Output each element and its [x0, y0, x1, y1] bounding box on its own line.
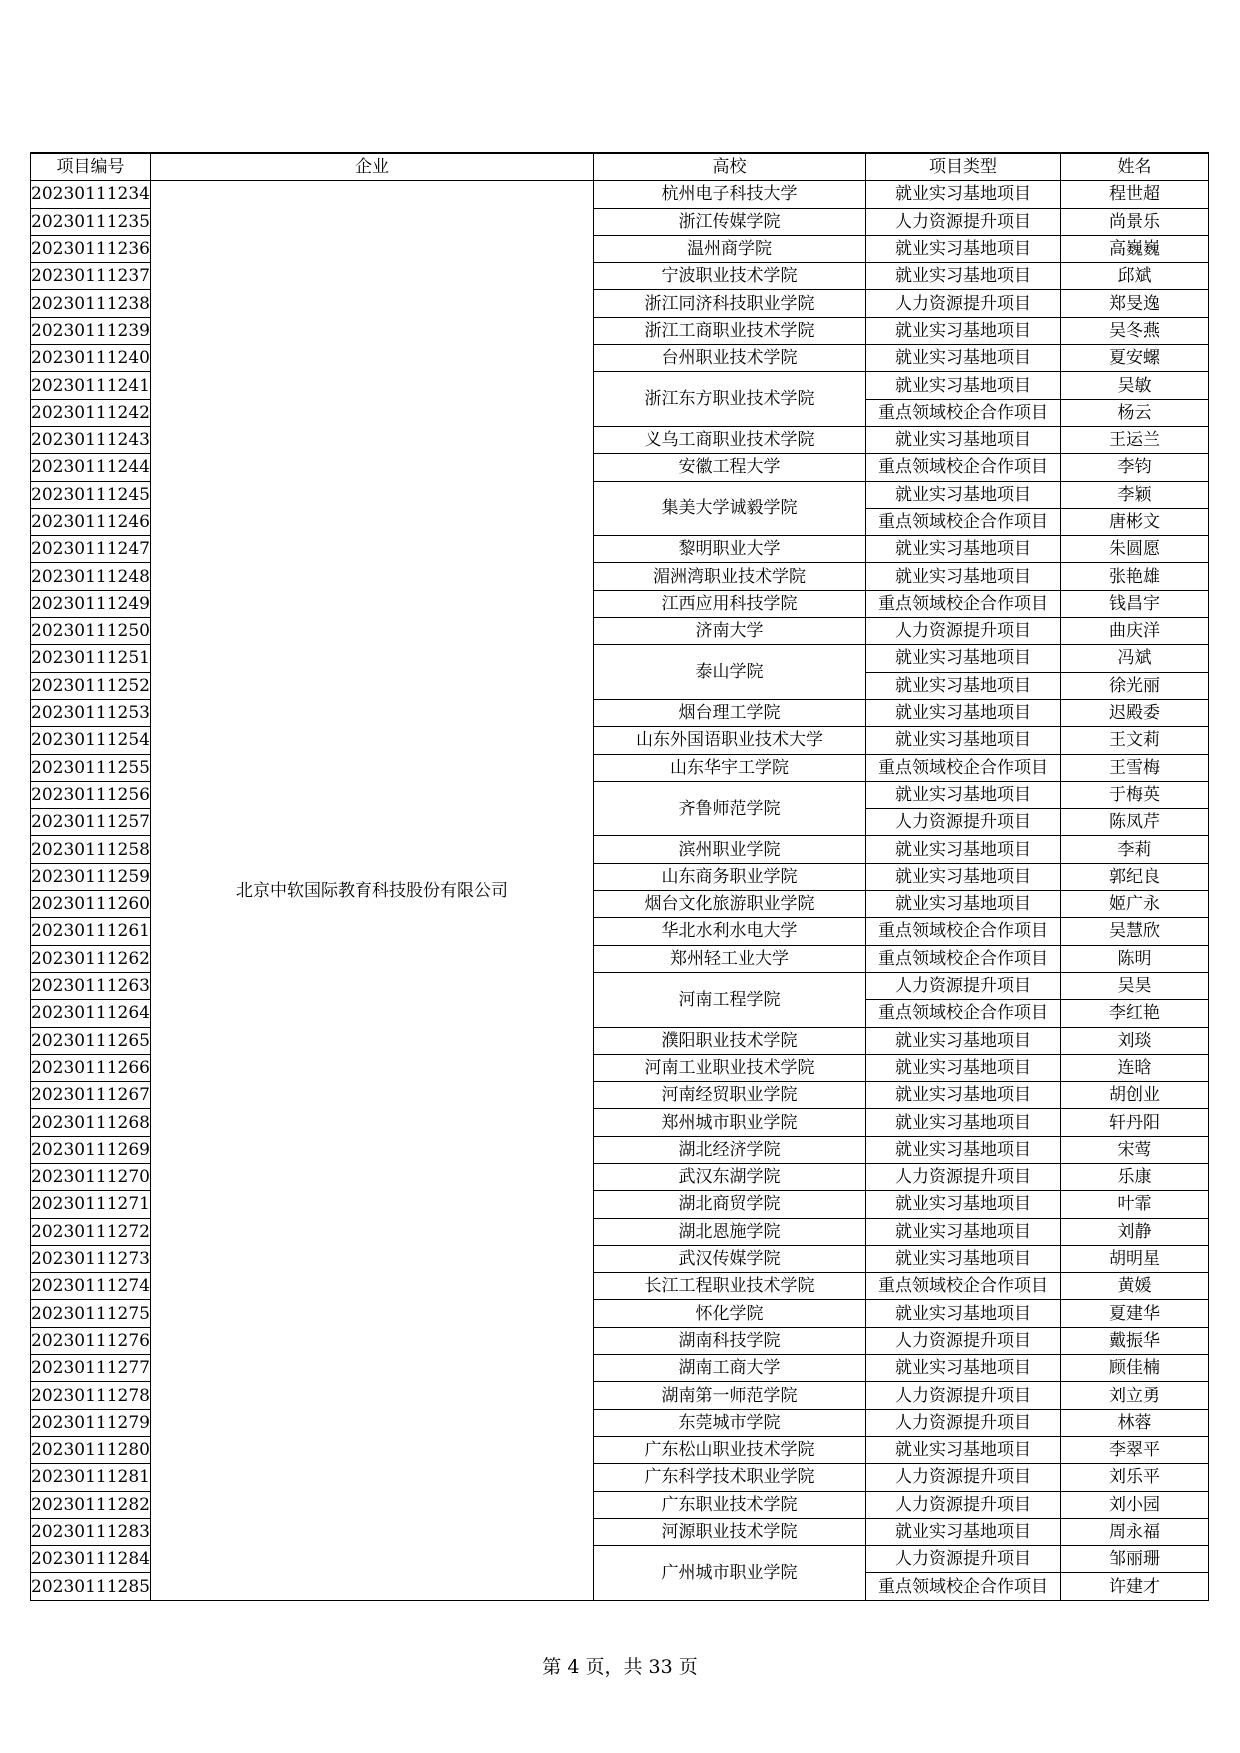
project-type-cell: 就业实习基地项目 — [865, 317, 1060, 344]
project-id-cell: 20230111234 — [31, 181, 151, 208]
person-name-cell: 程世超 — [1060, 181, 1208, 208]
person-name-cell: 曲庆洋 — [1060, 618, 1208, 645]
project-type-cell: 重点领域校企合作项目 — [865, 754, 1060, 781]
project-id-cell: 20230111284 — [31, 1546, 151, 1573]
project-id-cell: 20230111258 — [31, 836, 151, 863]
person-name-cell: 唐彬文 — [1060, 508, 1208, 535]
project-type-cell: 就业实习基地项目 — [865, 263, 1060, 290]
project-id-cell: 20230111237 — [31, 263, 151, 290]
project-type-cell: 就业实习基地项目 — [865, 836, 1060, 863]
school-cell: 湖北商贸学院 — [593, 1191, 865, 1218]
project-id-cell: 20230111236 — [31, 235, 151, 262]
project-type-cell: 人力资源提升项目 — [865, 208, 1060, 235]
person-name-cell: 徐光丽 — [1060, 672, 1208, 699]
person-name-cell: 李红艳 — [1060, 1000, 1208, 1027]
person-name-cell: 于梅英 — [1060, 781, 1208, 808]
project-id-cell: 20230111272 — [31, 1218, 151, 1245]
person-name-cell: 刘静 — [1060, 1218, 1208, 1245]
project-table — [30, 152, 1209, 1601]
project-type-cell: 就业实习基地项目 — [865, 1054, 1060, 1081]
person-name-cell: 王雪梅 — [1060, 754, 1208, 781]
project-id-cell: 20230111283 — [31, 1518, 151, 1545]
person-name-cell: 王文莉 — [1060, 727, 1208, 754]
project-id-cell: 20230111251 — [31, 645, 151, 672]
person-name-cell: 叶霏 — [1060, 1191, 1208, 1218]
project-type-cell: 就业实习基地项目 — [865, 372, 1060, 399]
project-type-cell: 人力资源提升项目 — [865, 290, 1060, 317]
school-cell: 齐鲁师范学院 — [593, 781, 865, 836]
project-id-cell: 20230111264 — [31, 1000, 151, 1027]
project-id-cell: 20230111252 — [31, 672, 151, 699]
header-name: 姓名 — [1060, 153, 1208, 181]
person-name-cell: 黄媛 — [1060, 1273, 1208, 1300]
person-name-cell: 陈凤芹 — [1060, 809, 1208, 836]
project-type-cell: 就业实习基地项目 — [865, 563, 1060, 590]
project-type-cell: 就业实习基地项目 — [865, 1136, 1060, 1163]
person-name-cell: 迟殿委 — [1060, 699, 1208, 726]
school-cell: 武汉东湖学院 — [593, 1163, 865, 1190]
person-name-cell: 夏建华 — [1060, 1300, 1208, 1327]
person-name-cell: 王运兰 — [1060, 426, 1208, 453]
school-cell: 长江工程职业技术学院 — [593, 1273, 865, 1300]
person-name-cell: 朱圆愿 — [1060, 536, 1208, 563]
person-name-cell: 尚景乐 — [1060, 208, 1208, 235]
person-name-cell: 连晗 — [1060, 1054, 1208, 1081]
school-cell: 怀化学院 — [593, 1300, 865, 1327]
person-name-cell: 钱昌宇 — [1060, 590, 1208, 617]
school-cell: 山东商务职业学院 — [593, 863, 865, 890]
project-type-cell: 就业实习基地项目 — [865, 1082, 1060, 1109]
person-name-cell: 胡明星 — [1060, 1245, 1208, 1272]
project-id-cell: 20230111248 — [31, 563, 151, 590]
project-id-cell: 20230111278 — [31, 1382, 151, 1409]
project-id-cell: 20230111256 — [31, 781, 151, 808]
school-cell: 烟台理工学院 — [593, 699, 865, 726]
school-cell: 泰山学院 — [593, 645, 865, 700]
project-id-cell: 20230111263 — [31, 972, 151, 999]
page-footer: 第 4 页，共 33 页 — [542, 1656, 698, 1678]
person-name-cell: 李翠平 — [1060, 1436, 1208, 1463]
school-cell: 湖南第一师范学院 — [593, 1382, 865, 1409]
project-id-cell: 20230111253 — [31, 699, 151, 726]
person-name-cell: 张艳雄 — [1060, 563, 1208, 590]
person-name-cell: 吴冬燕 — [1060, 317, 1208, 344]
project-type-cell: 就业实习基地项目 — [865, 1218, 1060, 1245]
project-type-cell: 就业实习基地项目 — [865, 699, 1060, 726]
header-school: 高校 — [593, 153, 865, 181]
header-project-type: 项目类型 — [865, 153, 1060, 181]
project-id-cell: 20230111240 — [31, 345, 151, 372]
school-cell: 山东华宇工学院 — [593, 754, 865, 781]
school-cell: 华北水利水电大学 — [593, 918, 865, 945]
project-type-cell: 就业实习基地项目 — [865, 891, 1060, 918]
person-name-cell: 陈明 — [1060, 945, 1208, 972]
project-id-cell: 20230111270 — [31, 1163, 151, 1190]
school-cell: 河源职业技术学院 — [593, 1518, 865, 1545]
project-type-cell: 就业实习基地项目 — [865, 672, 1060, 699]
person-name-cell: 刘小园 — [1060, 1491, 1208, 1518]
project-type-cell: 就业实习基地项目 — [865, 1355, 1060, 1382]
person-name-cell: 邱斌 — [1060, 263, 1208, 290]
project-type-cell: 就业实习基地项目 — [865, 645, 1060, 672]
project-id-cell: 20230111265 — [31, 1027, 151, 1054]
project-id-cell: 20230111261 — [31, 918, 151, 945]
school-cell: 温州商学院 — [593, 235, 865, 262]
project-id-cell: 20230111241 — [31, 372, 151, 399]
school-cell: 河南经贸职业学院 — [593, 1082, 865, 1109]
school-cell: 湄洲湾职业技术学院 — [593, 563, 865, 590]
project-type-cell: 就业实习基地项目 — [865, 1518, 1060, 1545]
project-type-cell: 就业实习基地项目 — [865, 727, 1060, 754]
project-id-cell: 20230111254 — [31, 727, 151, 754]
project-id-cell: 20230111276 — [31, 1327, 151, 1354]
project-type-cell: 人力资源提升项目 — [865, 809, 1060, 836]
school-cell: 广东职业技术学院 — [593, 1491, 865, 1518]
project-id-cell: 20230111281 — [31, 1464, 151, 1491]
project-id-cell: 20230111269 — [31, 1136, 151, 1163]
project-id-cell: 20230111266 — [31, 1054, 151, 1081]
school-cell: 安徽工程大学 — [593, 454, 865, 481]
project-id-cell: 20230111242 — [31, 399, 151, 426]
project-type-cell: 人力资源提升项目 — [865, 1464, 1060, 1491]
project-type-cell: 就业实习基地项目 — [865, 1436, 1060, 1463]
person-name-cell: 吴慧欣 — [1060, 918, 1208, 945]
school-cell: 湖北恩施学院 — [593, 1218, 865, 1245]
school-cell: 广东松山职业技术学院 — [593, 1436, 865, 1463]
project-id-cell: 20230111259 — [31, 863, 151, 890]
project-type-cell: 重点领域校企合作项目 — [865, 918, 1060, 945]
project-type-cell: 就业实习基地项目 — [865, 481, 1060, 508]
school-cell: 浙江工商职业技术学院 — [593, 317, 865, 344]
project-id-cell: 20230111285 — [31, 1573, 151, 1600]
project-type-cell: 就业实习基地项目 — [865, 536, 1060, 563]
project-id-cell: 20230111271 — [31, 1191, 151, 1218]
person-name-cell: 夏安螺 — [1060, 345, 1208, 372]
school-cell: 烟台文化旅游职业学院 — [593, 891, 865, 918]
person-name-cell: 轩丹阳 — [1060, 1109, 1208, 1136]
school-cell: 台州职业技术学院 — [593, 345, 865, 372]
person-name-cell: 邹丽珊 — [1060, 1546, 1208, 1573]
project-type-cell: 重点领域校企合作项目 — [865, 1000, 1060, 1027]
school-cell: 黎明职业大学 — [593, 536, 865, 563]
school-cell: 河南工程学院 — [593, 972, 865, 1027]
person-name-cell: 刘乐平 — [1060, 1464, 1208, 1491]
project-type-cell: 重点领域校企合作项目 — [865, 508, 1060, 535]
project-type-cell: 就业实习基地项目 — [865, 426, 1060, 453]
person-name-cell: 吴昊 — [1060, 972, 1208, 999]
school-cell: 湖南工商大学 — [593, 1355, 865, 1382]
project-id-cell: 20230111277 — [31, 1355, 151, 1382]
school-cell: 济南大学 — [593, 618, 865, 645]
project-id-cell: 20230111279 — [31, 1409, 151, 1436]
person-name-cell: 乐康 — [1060, 1163, 1208, 1190]
project-id-cell: 20230111262 — [31, 945, 151, 972]
school-cell: 浙江同济科技职业学院 — [593, 290, 865, 317]
project-id-cell: 20230111260 — [31, 891, 151, 918]
project-id-cell: 20230111244 — [31, 454, 151, 481]
table-header-row — [31, 153, 1209, 181]
school-cell: 湖北经济学院 — [593, 1136, 865, 1163]
project-id-cell: 20230111257 — [31, 809, 151, 836]
project-type-cell: 人力资源提升项目 — [865, 972, 1060, 999]
school-cell: 江西应用科技学院 — [593, 590, 865, 617]
project-type-cell: 重点领域校企合作项目 — [865, 945, 1060, 972]
school-cell: 集美大学诚毅学院 — [593, 481, 865, 536]
school-cell: 武汉传媒学院 — [593, 1245, 865, 1272]
school-cell: 义乌工商职业技术学院 — [593, 426, 865, 453]
header-project-id: 项目编号 — [31, 153, 151, 181]
person-name-cell: 郑旻逸 — [1060, 290, 1208, 317]
project-type-cell: 就业实习基地项目 — [865, 863, 1060, 890]
project-type-cell: 重点领域校企合作项目 — [865, 454, 1060, 481]
person-name-cell: 李钧 — [1060, 454, 1208, 481]
project-id-cell: 20230111247 — [31, 536, 151, 563]
person-name-cell: 刘立勇 — [1060, 1382, 1208, 1409]
person-name-cell: 冯斌 — [1060, 645, 1208, 672]
person-name-cell: 李莉 — [1060, 836, 1208, 863]
project-type-cell: 就业实习基地项目 — [865, 1245, 1060, 1272]
project-type-cell: 人力资源提升项目 — [865, 1163, 1060, 1190]
person-name-cell: 周永福 — [1060, 1518, 1208, 1545]
project-type-cell: 人力资源提升项目 — [865, 618, 1060, 645]
project-id-cell: 20230111275 — [31, 1300, 151, 1327]
school-cell: 广州城市职业学院 — [593, 1546, 865, 1601]
project-id-cell: 20230111273 — [31, 1245, 151, 1272]
table-row — [31, 181, 1209, 208]
project-id-cell: 20230111255 — [31, 754, 151, 781]
school-cell: 浙江东方职业技术学院 — [593, 372, 865, 427]
school-cell: 浙江传媒学院 — [593, 208, 865, 235]
project-id-cell: 20230111239 — [31, 317, 151, 344]
project-id-cell: 20230111250 — [31, 618, 151, 645]
school-cell: 河南工业职业技术学院 — [593, 1054, 865, 1081]
project-type-cell: 人力资源提升项目 — [865, 1409, 1060, 1436]
person-name-cell: 胡创业 — [1060, 1082, 1208, 1109]
company-cell: 北京中软国际教育科技股份有限公司 — [150, 181, 593, 1600]
person-name-cell: 李颖 — [1060, 481, 1208, 508]
person-name-cell: 姬广永 — [1060, 891, 1208, 918]
school-cell: 宁波职业技术学院 — [593, 263, 865, 290]
person-name-cell: 戴振华 — [1060, 1327, 1208, 1354]
project-type-cell: 人力资源提升项目 — [865, 1327, 1060, 1354]
school-cell: 郑州轻工业大学 — [593, 945, 865, 972]
project-type-cell: 就业实习基地项目 — [865, 1109, 1060, 1136]
person-name-cell: 顾佳楠 — [1060, 1355, 1208, 1382]
project-id-cell: 20230111246 — [31, 508, 151, 535]
project-id-cell: 20230111235 — [31, 208, 151, 235]
project-type-cell: 重点领域校企合作项目 — [865, 1273, 1060, 1300]
project-id-cell: 20230111245 — [31, 481, 151, 508]
person-name-cell: 许建才 — [1060, 1573, 1208, 1600]
project-id-cell: 20230111268 — [31, 1109, 151, 1136]
person-name-cell: 林蓉 — [1060, 1409, 1208, 1436]
project-type-cell: 重点领域校企合作项目 — [865, 590, 1060, 617]
school-cell: 濮阳职业技术学院 — [593, 1027, 865, 1054]
school-cell: 杭州电子科技大学 — [593, 181, 865, 208]
project-type-cell: 人力资源提升项目 — [865, 1546, 1060, 1573]
person-name-cell: 刘琰 — [1060, 1027, 1208, 1054]
table-body — [31, 181, 1209, 1600]
school-cell: 广东科学技术职业学院 — [593, 1464, 865, 1491]
project-id-cell: 20230111280 — [31, 1436, 151, 1463]
project-id-cell: 20230111249 — [31, 590, 151, 617]
project-type-cell: 就业实习基地项目 — [865, 1300, 1060, 1327]
project-type-cell: 就业实习基地项目 — [865, 235, 1060, 262]
project-type-cell: 人力资源提升项目 — [865, 1382, 1060, 1409]
project-id-cell: 20230111274 — [31, 1273, 151, 1300]
project-id-cell: 20230111238 — [31, 290, 151, 317]
project-type-cell: 就业实习基地项目 — [865, 181, 1060, 208]
person-name-cell: 吴敏 — [1060, 372, 1208, 399]
project-id-cell: 20230111282 — [31, 1491, 151, 1518]
project-type-cell: 重点领域校企合作项目 — [865, 399, 1060, 426]
school-cell: 滨州职业学院 — [593, 836, 865, 863]
person-name-cell: 宋莺 — [1060, 1136, 1208, 1163]
project-type-cell: 就业实习基地项目 — [865, 1191, 1060, 1218]
school-cell: 东莞城市学院 — [593, 1409, 865, 1436]
school-cell: 山东外国语职业技术大学 — [593, 727, 865, 754]
project-id-cell: 20230111243 — [31, 426, 151, 453]
school-cell: 郑州城市职业学院 — [593, 1109, 865, 1136]
project-type-cell: 就业实习基地项目 — [865, 1027, 1060, 1054]
project-type-cell: 就业实习基地项目 — [865, 345, 1060, 372]
school-cell: 湖南科技学院 — [593, 1327, 865, 1354]
project-id-cell: 20230111267 — [31, 1082, 151, 1109]
project-type-cell: 人力资源提升项目 — [865, 1491, 1060, 1518]
person-name-cell: 杨云 — [1060, 399, 1208, 426]
header-company: 企业 — [150, 153, 593, 181]
person-name-cell: 郭纪良 — [1060, 863, 1208, 890]
project-type-cell: 就业实习基地项目 — [865, 781, 1060, 808]
person-name-cell: 高巍巍 — [1060, 235, 1208, 262]
project-type-cell: 重点领域校企合作项目 — [865, 1573, 1060, 1600]
